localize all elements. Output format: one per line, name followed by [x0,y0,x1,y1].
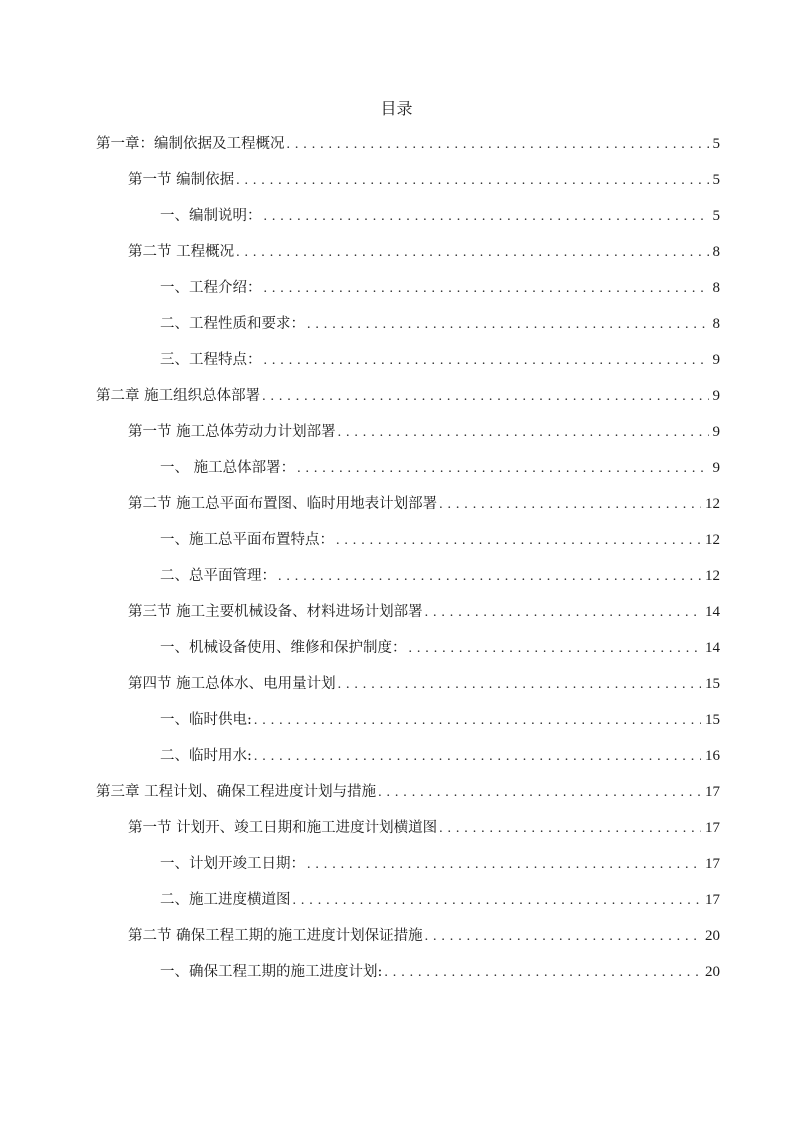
dot-leader [439,494,701,516]
toc-entry[interactable] [160,349,720,371]
toc-entry[interactable] [128,169,720,191]
toc-entry-label: 二、临时用水: [160,748,252,764]
toc-entry-page: 9 [712,388,720,404]
toc-entry-page: 12 [705,496,720,512]
dot-leader [425,602,701,624]
toc-entry[interactable] [96,385,720,407]
dot-leader [264,350,709,372]
toc-entry-page: 20 [705,928,720,944]
toc-entry[interactable] [160,745,720,767]
dot-leader [338,422,709,444]
toc-entry-page: 12 [705,532,720,548]
dot-leader [378,782,701,804]
toc-entry[interactable] [160,457,720,479]
toc-entry-label: 一、工程介绍： [160,280,262,296]
dot-leader [293,890,702,912]
toc-entry[interactable] [160,961,720,983]
toc-entry-label: 一、机械设备使用、维修和保护制度： [160,640,407,656]
toc-entry-page: 20 [705,964,720,980]
dot-leader [236,242,708,264]
toc-entry[interactable] [128,925,720,947]
toc-entry-label: 一、编制说明： [160,208,262,224]
toc-entry-label: 第一节 计划开、竣工日期和施工进度计划横道图 [128,820,438,836]
toc-entry-label: 一、确保工程工期的施工进度计划: [160,964,383,980]
toc-entry-label: 第一节 编制依据 [128,172,235,188]
dot-leader [409,638,702,660]
toc-entry-label: 第一节 施工总体劳动力计划部署 [128,424,336,440]
toc-entry-label: 第二章 施工组织总体部署 [96,388,261,404]
toc-entry-page: 16 [705,748,720,764]
toc-entry-page: 5 [712,136,720,152]
toc-entry-page: 15 [705,712,720,728]
dot-leader [254,746,701,768]
dot-leader [307,854,701,876]
dot-leader [287,134,709,156]
toc-entry[interactable] [160,313,720,335]
toc-entry-page: 9 [712,352,720,368]
dot-leader [336,530,701,552]
toc-entry-label: 第四节 施工总体水、电用量计划 [128,676,336,692]
toc-entry[interactable] [128,817,720,839]
dot-leader [264,278,709,300]
dot-leader [278,566,701,588]
toc-entry-label: 第三章 工程计划、确保工程进度计划与措施 [96,784,377,800]
dot-leader [262,386,708,408]
toc-entry-page: 9 [712,460,720,476]
toc-entry-page: 5 [712,208,720,224]
dot-leader [307,314,709,336]
dot-leader [236,170,708,192]
toc-entry[interactable] [160,637,720,659]
dot-leader [254,710,701,732]
toc-entry[interactable] [128,493,720,515]
dot-leader [297,458,708,480]
toc-entry[interactable] [128,241,720,263]
toc-entry-page: 12 [705,568,720,584]
toc-entry-label: 一、临时供电: [160,712,252,728]
toc-entry-page: 14 [705,640,720,656]
toc-entry-page: 8 [712,244,720,260]
toc-entry-label: 一、计划开竣工日期： [160,856,305,872]
toc-entry[interactable] [160,565,720,587]
toc-entry-page: 14 [705,604,720,620]
toc-entry-page: 8 [712,316,720,332]
toc-entry[interactable] [160,709,720,731]
toc-entry[interactable] [160,277,720,299]
toc-entry-label: 第一章：编制依据及工程概况 [96,136,285,152]
toc-entry-label: 一、 施工总体部署： [160,460,296,476]
toc-entry-label: 第二节 施工总平面布置图、临时用地表计划部署 [128,496,438,512]
toc-entry-label: 第二节 确保工程工期的施工进度计划保证措施 [128,928,423,944]
toc-entry-label: 二、工程性质和要求： [160,316,305,332]
toc-entry-label: 第二节 工程概况 [128,244,235,260]
dot-leader [425,926,701,948]
toc-entry-page: 15 [705,676,720,692]
toc-entry-label: 一、施工总平面布置特点： [160,532,334,548]
toc-entry-label: 第三节 施工主要机械设备、材料进场计划部署 [128,604,423,620]
dot-leader [439,818,701,840]
toc-entry-label: 二、施工进度横道图 [160,892,291,908]
toc-entry-page: 17 [705,892,720,908]
toc-entry[interactable] [160,529,720,551]
toc-entry-page: 17 [705,784,720,800]
toc-entry[interactable] [160,205,720,227]
toc-entry[interactable] [128,421,720,443]
dot-leader [384,962,701,984]
dot-leader [264,206,709,228]
toc-entry[interactable] [96,133,720,155]
toc-entry-page: 8 [712,280,720,296]
toc-entry-label: 三、工程特点： [160,352,262,368]
toc-entry[interactable] [160,889,720,911]
toc-entry-label: 二、总平面管理： [160,568,276,584]
toc-entry[interactable] [160,853,720,875]
toc-entry-page: 17 [705,820,720,836]
toc-entry[interactable] [128,601,720,623]
toc-entry[interactable] [128,673,720,695]
toc-entry-page: 17 [705,856,720,872]
dot-leader [338,674,701,696]
toc-entry-page: 5 [712,172,720,188]
toc-entry[interactable] [96,781,720,803]
toc-entry-page: 9 [712,424,720,440]
toc-title: 目录 [380,99,413,118]
